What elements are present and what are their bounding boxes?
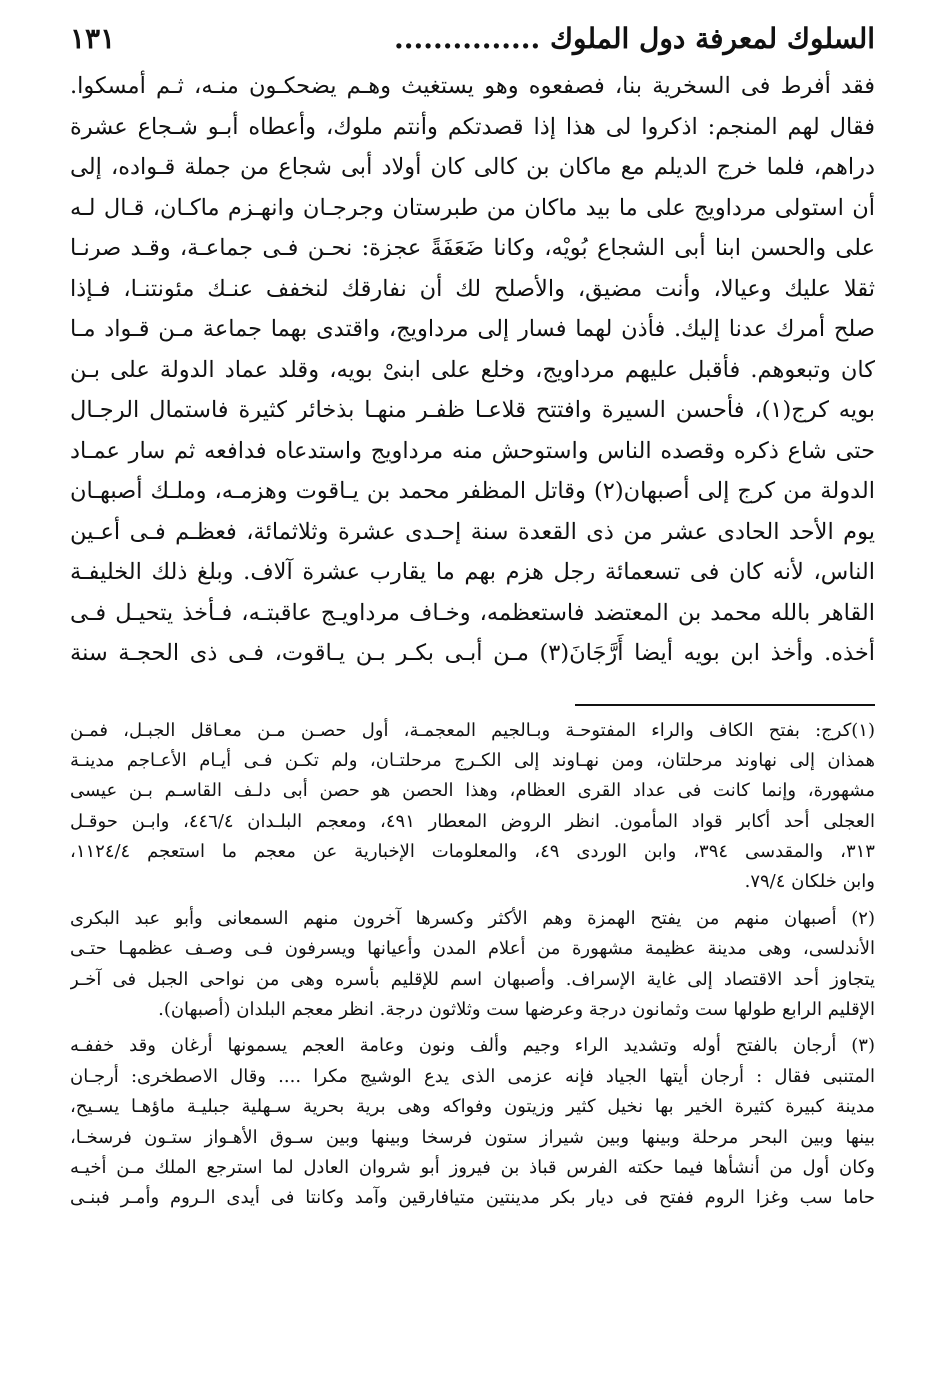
text-line: بويه كرج(١)، فأحسن السيرة وافتتح قلاعـا ظفـر منهـا بذخائر كثيرة فاستمال الرجـال xyxy=(70,397,875,423)
text-line: الناس، لأنه كان فى تسعمائة رجل هزم بهم ما يقارب عشرة آلاف. وبلغ ذلك الخليفـة xyxy=(70,559,875,585)
text-line: حتى شاع ذكره وقصده الناس واستوحش منه مرداويج واستدعاه فدافعه ثم سار عمـاد xyxy=(70,437,875,464)
text-line: على والحسن ابنا أبى الشجاع بُويْه، وكانا ضَعَفَةً عجزة: نحـن فـى جماعـة، وقـد صرنـا xyxy=(70,235,875,261)
footnote-line: بينها وبين البحر مرحلة وبينها وبين شيراز ستون فرسخا وبينها وبين سـوق الأهـواز ستـون فرسخـا، xyxy=(70,1126,875,1148)
text-line: أن استولى مرداويج على ما بيد ماكان من طبرستان وجرجـان وانهـزم ماكـان، قـال لـه xyxy=(70,194,875,221)
text-line: دراهم، فلما خرج الديلم مع ماكان بن كالى كان أولاد أبى شجاع من جملة قـواده، إلى xyxy=(70,154,875,180)
footnote-line: مدينة كبيرة كثيرة الخير بها نخيل كثير وزيتون وفواكه وهى برية بحرية سـهلية جبليـة ماؤهـا يسـيح، xyxy=(70,1096,875,1118)
text-line: صلح أمرك عدنا إليك. فأذن لهما فسار إلى مرداويج، واقتدى بهما جماعة مـن قـواد مـا xyxy=(70,316,875,342)
footnote-line: (٣) أرجان بالفتح أوله وتشديد الراء وجيم وألف ونون وعامة العجم يسمونها أرغان وقد خففـه xyxy=(70,1035,875,1057)
footnote-line: الأندلسى، وهى مدينة عظيمة مشهورة من أعلام المدن وأعيانها ويسرفون فـى وصـف عظمهـا حتـى xyxy=(70,938,875,960)
text-line: فقد أفرط فى السخرية بنا، فصفعوه وهو يستغيث وهـم يضحكـون منـه، ثـم أمسكوا. xyxy=(70,73,875,99)
text-line: فقال لهم المنجم: اذكروا لى هذا إذا قصدتكم وأنتم ملوك، وأعطاه أبـو شـجاع عشرة xyxy=(70,113,875,140)
footnote-line: الإقليم الرابع طولها ست وثمانون درجة وعرضها ست وثلاثون درجة. انظر معجم البلدان (أصبهان). xyxy=(158,999,875,1021)
footnote-1 xyxy=(70,716,875,898)
footnote-line: العجلى أحد أكابر قواد المأمون. انظر الروض المعطار ٤٩١، ومعجم البلـدان ٤٤٦/٤، وابـن حوقـل xyxy=(70,810,875,832)
footnote-line: همذان إلى نهاوند مرحلتان، ومن نهـاوند إلى الكـرج مرحلتـان، ولم تكـن فـى أيـام الأعـاجم مدينـة xyxy=(70,749,875,771)
footnote-line: ٣١٣، والمقدسى ٣٩٤، وابن الوردى ٤٩، والمعلومات الإخبارية عن معجم ما استعجم ١١٢٤/٤، xyxy=(70,841,875,863)
footnote-line: حاما سب وغزا الروم ففتح فى ديار بكر مدينتين متيافارقين وآمد وكانتا فى أيدى الـروم وأمـر فبنـى xyxy=(70,1187,875,1209)
text-line: يوم الأحد الحادى عشر من ذى القعدة سنة إحـدى عشرة وثلاثمائة، فعظـم فـى أعـين xyxy=(70,518,875,545)
footnote-line: مشهورة، وإنما كانت فى عداد القرى العظام، وهذا الحصن هو حصن أبى دلـف القاسـم بـن عيسى xyxy=(70,780,875,802)
footnote-3 xyxy=(70,1031,875,1213)
page-header xyxy=(70,22,875,64)
footnote-line: وكان أول من أنشأها فيما حكته الفرس قباذ بن فيروز أبو شروان العادل لما استرجع الملك مـن أخيـه xyxy=(70,1156,875,1178)
page-number: ١٣١ xyxy=(70,22,116,55)
text-line: الدولة من كرج إلى أصبهان(٢) وقاتل المظفر محمد بن يـاقوت وهزمـه، وملـك أصبهـان xyxy=(70,478,875,504)
footnote-line: (١)كرج: بفتح الكاف والراء المفتوحـة وبـالجيم المعجمـة، أول حصـن مـن معـاقل الجبـل، فمـن xyxy=(70,719,875,741)
text-line: كان وتبعوهم. فأقبل عليهم مرداويج، وخلع على ابنىْ بويه، وقلد عماد الدولة على بـن xyxy=(70,356,875,383)
footnote-2 xyxy=(70,904,875,1026)
footnote-line: وابن خلكان ٧٩/٤. xyxy=(744,871,875,893)
footnote-line: يتجاوز أحد الاقتصاد إلى غاية الإسراف. وأصبهان اسم للإقليم بأسره وهى من نواحى الجبل فى آخـر xyxy=(70,968,875,990)
footnote-line: (٢) أصبهان منهم من يفتح الهمزة وهم الأكثر وكسرها آخرون منهم السمعانى وأبو عبد البكرى xyxy=(70,907,875,929)
running-title: السلوك لمعرفة دول الملوك ............... xyxy=(393,22,875,55)
text-line: القاهر بالله محمد بن المعتضد فاستعظمه، وخـاف مرداويـج عاقبتـه، فـأخذ يتحيـل فـى xyxy=(70,599,875,626)
text-line: أخذه. وأخذ ابن بويه أيضا أَرَّجَانَ(٣) مـن أبـى بكـر بـن يـاقوت، فـى ذى الحجـة سنة xyxy=(70,640,875,666)
main-text xyxy=(70,66,875,674)
footnote-separator xyxy=(575,704,875,706)
footnote-line: المتنبى فقال : أرجان أيتها الجياد فإنه عزمى الذى يدع الوشيج مكرا .... وقال الاصطخرى: أرجـان xyxy=(70,1065,875,1087)
footnotes xyxy=(70,716,875,1214)
text-line: ثقلا عليك وعيالا، وأنت مضيق، والأصلح لك أن نفارقك لنخفف عنـك مئونتنـا، فـإذا xyxy=(70,275,875,302)
